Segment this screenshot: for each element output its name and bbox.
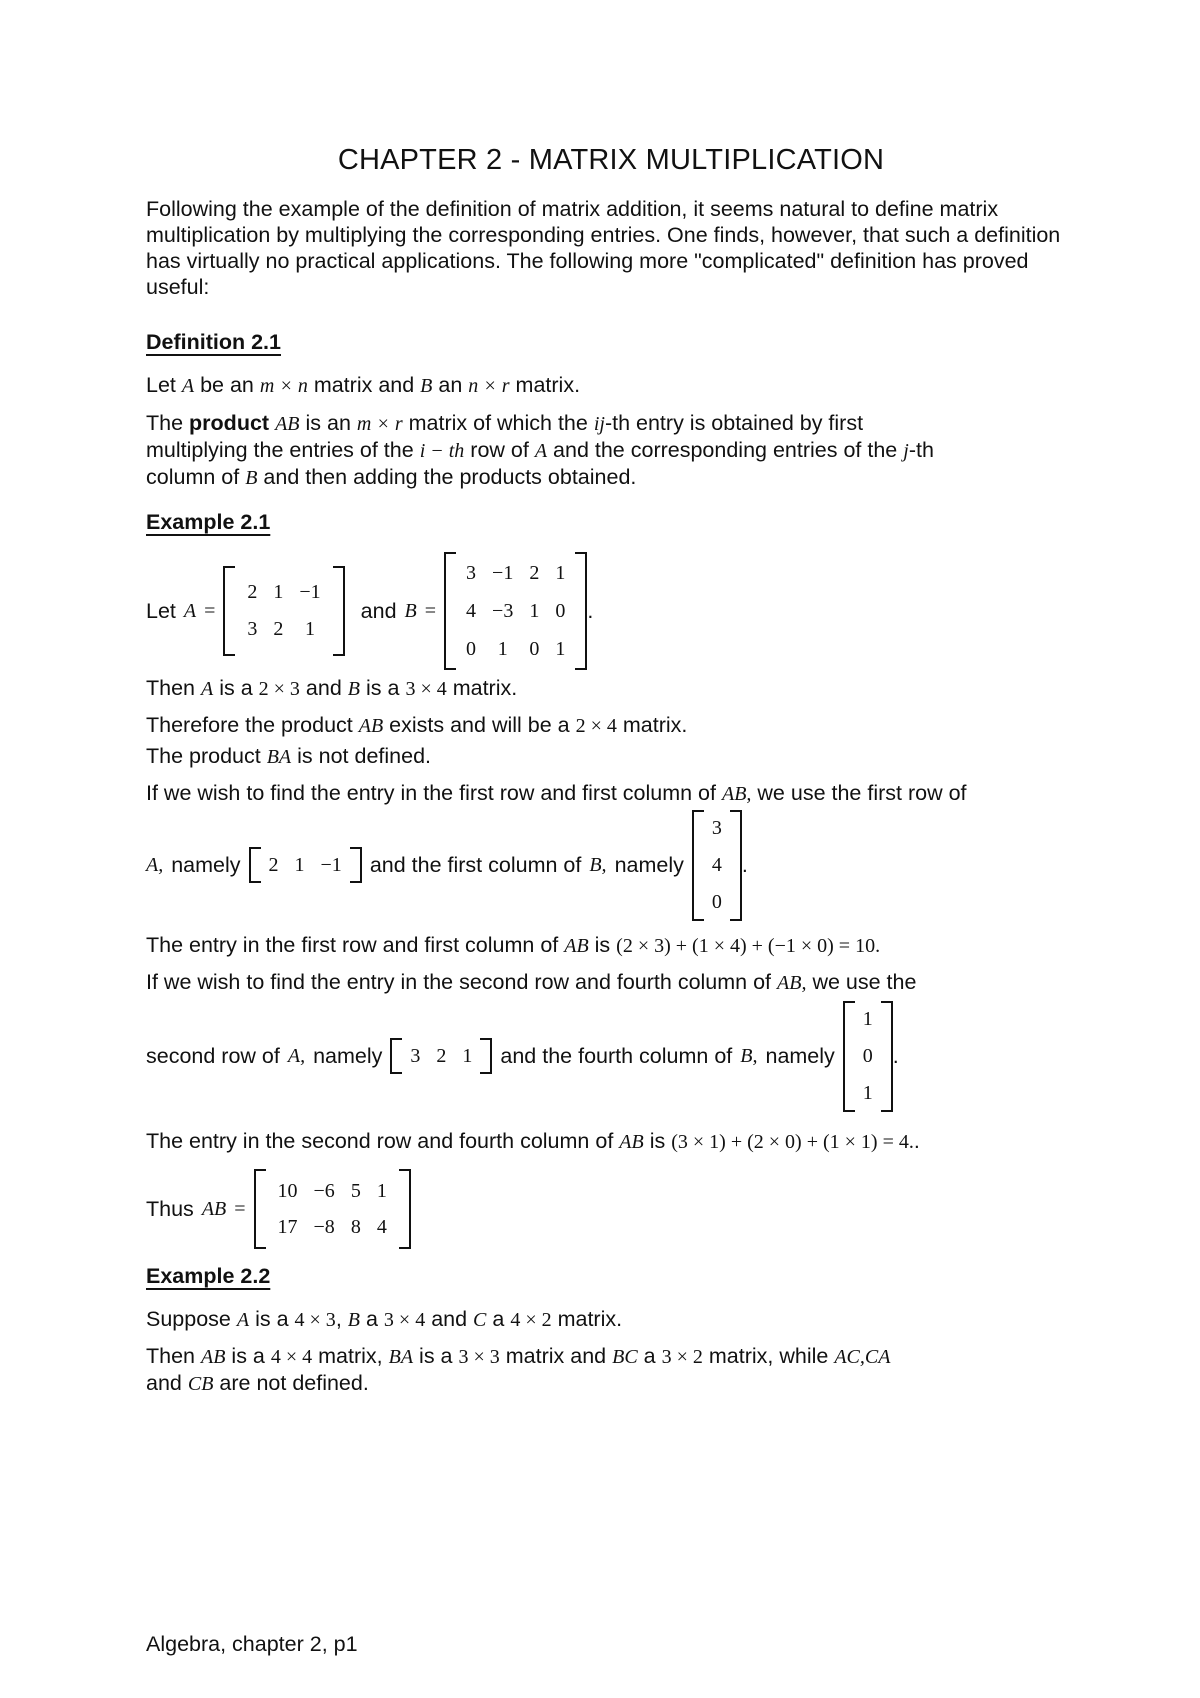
matrix-row	[704, 884, 730, 921]
matrix-entry: 2	[436, 1045, 447, 1067]
matrix-row	[855, 1038, 881, 1075]
matrix-entry: 1	[273, 581, 284, 603]
matrix-entry: 0	[555, 600, 566, 622]
example-1-heading: Example 2.1	[146, 510, 271, 534]
matrix-entry: −6	[313, 1180, 335, 1202]
example-2-line-3: and CB are not defined.	[146, 1371, 369, 1395]
example-1-row-column-line-2: second row of A, namely 3 2 1 and the fourth column of B, namely 1 0 1 .	[146, 998, 899, 1114]
page-title: CHAPTER 2 - MATRIX MULTIPLICATION	[337, 144, 885, 176]
example-1-matrices: Let A = 2 1 −1 3 2 1 and B = 3 −1 2 1 4 −3 1 0 0 1 0 1 .	[146, 552, 593, 670]
matrix-entry: −3	[492, 600, 514, 622]
definition-heading: Definition 2.1	[146, 330, 281, 354]
matrix-entry: 4	[376, 1216, 387, 1238]
matrix-entry: 0	[711, 890, 722, 913]
matrix-row	[239, 611, 328, 648]
matrix-entry: 3	[711, 816, 722, 839]
matrix-entry: 3	[466, 562, 477, 584]
matrix-ab	[254, 1169, 411, 1249]
matrix-row	[704, 847, 730, 884]
matrix-row	[261, 850, 350, 880]
matrix-entry: 3	[410, 1045, 421, 1067]
matrix-entry: 8	[350, 1216, 361, 1238]
matrix-entry: −1	[492, 562, 514, 584]
matrix-entry: 4	[466, 600, 477, 622]
page-footer: Algebra, chapter 2, p1	[146, 1632, 358, 1656]
matrix-row	[270, 1173, 395, 1209]
matrix-entry: 2	[529, 562, 540, 584]
matrix-entry: −8	[313, 1216, 335, 1238]
example-1-entry-1-line: The entry in the first row and first column of AB is (2 × 3) + (1 × 4) + (−1 × 0) = 10.	[146, 933, 881, 957]
matrix-row	[855, 1001, 881, 1038]
example-1-wish-2-line: If we wish to find the entry in the second row and fourth column of AB, we use the	[146, 970, 917, 994]
definition-line-3: multiplying the entries of the i − th row of A and the corresponding entries of the j-th	[146, 438, 934, 462]
definition-line-4: column of B and then adding the products obtained.	[146, 465, 637, 489]
matrix-entry: 0	[466, 638, 477, 660]
example-2-heading: Example 2.2	[146, 1264, 271, 1288]
matrix-entry: 1	[462, 1045, 473, 1067]
matrix-entry: 10	[277, 1180, 298, 1202]
example-1-row-column-line: A, namely 2 1 −1 and the first column of B, namely 3 4 0 .	[146, 808, 748, 922]
matrix-entry: 2	[247, 581, 258, 603]
matrix-entry: 0	[862, 1044, 873, 1067]
matrix-entry: 17	[277, 1216, 298, 1238]
intro-paragraph: Following the example of the definition of matrix addition, it seems natural to define matrix multiplication by multiplying the corresponding entries. One finds, however, that such a definition has virtually no practical applications. The following more "complicated" definition has proved useful:	[146, 197, 1061, 299]
matrix-entry: 1	[555, 638, 566, 660]
example-1-wish-1-line: If we wish to find the entry in the first row and first column of AB, we use the first row of	[146, 781, 967, 805]
matrix-b	[444, 552, 587, 670]
example-1-then-line: Then A is a 2 × 3 and B is a 3 × 4 matrix.	[146, 676, 518, 700]
matrix-entry: 1	[555, 562, 566, 584]
matrix-entry: 5	[350, 1180, 361, 1202]
matrix-row	[458, 592, 573, 630]
matrix-entry: 1	[497, 638, 508, 660]
row-vector-1	[249, 847, 362, 883]
example-1-entry-2-line: The entry in the second row and fourth column of AB is (3 × 1) + (2 × 0) + (1 × 1) = 4..	[146, 1129, 920, 1153]
example-2-line-1: Suppose A is a 4 × 3, B a 3 × 4 and C a 4 × 2 matrix.	[146, 1307, 623, 1331]
definition-line-1: Let A be an m × n matrix and B an n × r matrix.	[146, 373, 581, 397]
definition-line-2: The product AB is an m × r matrix of which the ij-th entry is obtained by first	[146, 411, 864, 435]
matrix-row	[458, 630, 573, 668]
matrix-row	[402, 1041, 480, 1071]
column-vector-1	[692, 810, 742, 921]
matrix-row	[270, 1209, 395, 1245]
matrix-a	[223, 566, 344, 656]
matrix-entry: 1	[376, 1180, 387, 1202]
matrix-entry: 2	[273, 618, 284, 640]
matrix-entry: 1	[862, 1081, 873, 1104]
example-2-line-2: Then AB is a 4 × 4 matrix, BA is a 3 × 3 matrix and BC a 3 × 2 matrix, while AC,CA	[146, 1344, 891, 1368]
example-1-result: Thus AB = 10 −6 5 1 17 −8 8 4	[146, 1166, 411, 1252]
example-1-not-defined-line: The product BA is not defined.	[146, 744, 432, 768]
matrix-entry: 1	[294, 854, 305, 876]
row-vector-2	[390, 1038, 492, 1074]
matrix-entry: 1	[305, 618, 316, 640]
matrix-entry: 2	[268, 854, 279, 876]
matrix-row	[855, 1075, 881, 1112]
column-vector-4	[843, 1001, 893, 1112]
example-1-therefore-line: Therefore the product AB exists and will be a 2 × 4 matrix.	[146, 713, 688, 737]
matrix-entry: −1	[320, 854, 342, 876]
matrix-entry: −1	[299, 581, 321, 603]
matrix-entry: 4	[711, 853, 722, 876]
matrix-row	[458, 554, 573, 592]
matrix-row	[239, 574, 328, 611]
matrix-entry: 3	[247, 618, 258, 640]
matrix-row	[704, 810, 730, 847]
matrix-entry: 1	[862, 1007, 873, 1030]
matrix-entry: 0	[529, 638, 540, 660]
matrix-entry: 1	[529, 600, 540, 622]
